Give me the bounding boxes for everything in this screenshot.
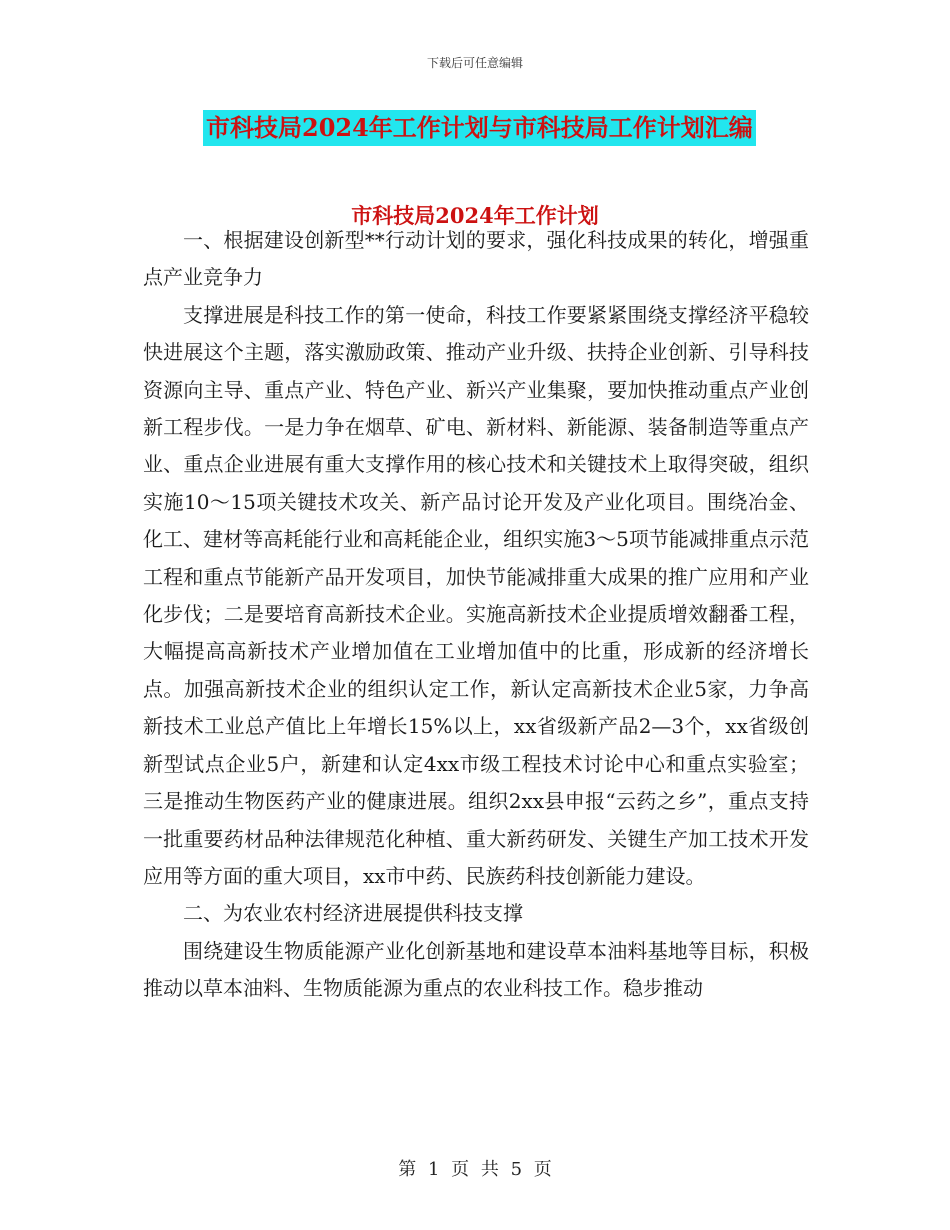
paragraph-body-2: 围绕建设生物质能源产业化创新基地和建设草本油料基地等目标，积极推动以草本油料、生物质能源为重点的农业科技工作。稳步推动	[143, 938, 809, 1001]
page-footer: 第 1 页 共 5 页	[398, 1159, 552, 1180]
paragraph-body-1: 支撑进展是科技工作的第一使命，科技工作要紧紧围绕支撑经济平稳较快进展这个主题，落实激励政策、推动产业升级、扶持企业创新、引导科技资源向主导、重点产业、特色产业、新兴产业集聚，要加快推动重点产业创新工程步伐。一是力争在烟草、矿电、新材料、新能源、装备制造等重点产业、重点企业进展有重大支撑作用的核心技术和关键技术上取得突破，组织实施10～15项关键技术攻关、新产品讨论开发及产业化项目。围绕冶金、化工、建材等高耗能行业和高耗能企业，组织实施3～5项节能减排重点示范工程和重点节能新产品开发项目，加快节能减排重大成果的推广应用和产业化步伐；二是要培育高新技术企业。实施高新技术企业提质增效翻番工程，大幅提高高新技术产业增加值在工业增加值中的比重，形成新的经济增长点。加强高新技术企业的组织认定工作，新认定高新技术企业5家，力争高新技术工业总产值比上年增长15%以上，xx省级新产品2—3个，xx省级创新型试点企业5户，新建和认定4xx市级工程技术讨论中心和重点实验室；三是推动生物医药产业的健康进展。组织2xx县申报“云药之乡”，重点支持一批重要药材品种法律规范化种植、重大新药研发、关键生产加工技术开发应用等方面的重大项目，xx市中药、民族药科技创新能力建设。	[143, 302, 809, 888]
paragraph-heading-2: 二、为农业农村经济进展提供科技支撑	[183, 901, 523, 926]
document-title: 市科技局2024年工作计划与市科技局工作计划汇编	[203, 110, 756, 146]
section-title: 市科技局2024年工作计划	[351, 203, 599, 228]
header-note: 下载后可任意编辑	[426, 56, 523, 70]
paragraph-heading-1: 一、根据建设创新型**行动计划的要求，强化科技成果的转化，增强重点产业竞争力	[143, 228, 809, 290]
document-body	[143, 222, 809, 1008]
